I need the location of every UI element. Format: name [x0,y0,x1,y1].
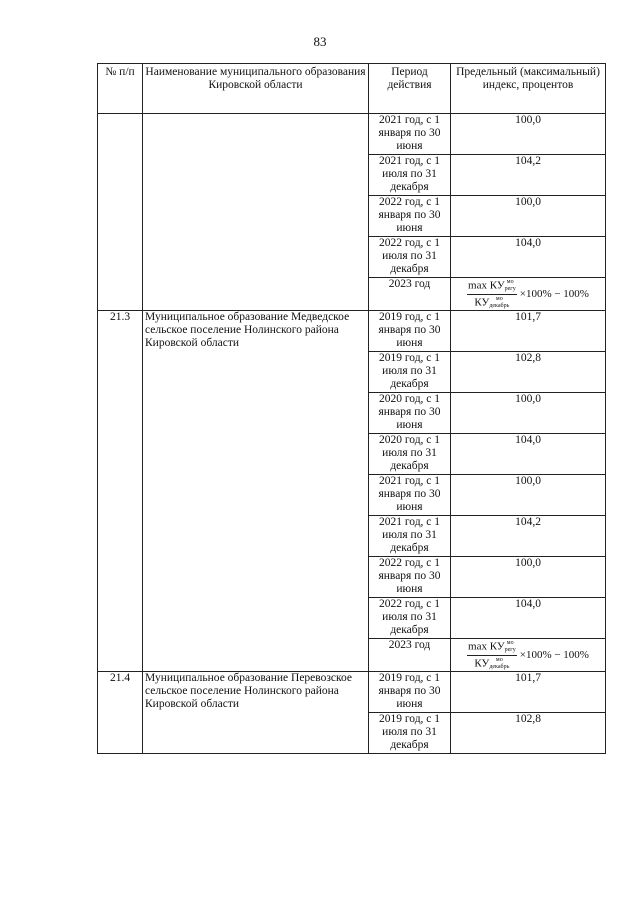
formula-fraction [467,279,517,310]
period-cell: 2022 год, с 1 января по 30 июня [369,196,451,237]
index-formula [467,279,589,310]
formula-numerator [467,640,517,656]
period-cell: 2023 год [369,278,451,311]
index-value: 104,0 [451,434,606,475]
formula-num-sup: мо [506,279,514,285]
formula-num-indices [505,640,516,654]
index-table [97,63,606,754]
table-row [98,311,606,352]
header-num: № п/п [98,64,143,114]
table-body [98,114,606,754]
formula-num-indices [505,279,516,293]
formula-denominator [474,295,509,310]
formula-fraction [467,640,517,671]
row-number: 21.4 [98,672,143,754]
index-value: 102,8 [451,352,606,393]
formula-num-text: max КУ [468,279,505,292]
index-value: 100,0 [451,557,606,598]
index-formula-cell [451,278,606,311]
formula-den-sup: мо [495,296,503,302]
formula-numerator [467,279,517,295]
period-cell: 2021 год, с 1 января по 30 июня [369,475,451,516]
formula-den-sub: декабрь [489,303,510,309]
municipality-name: Муниципальное образование Медведское сельское поселение Нолинского района Кировской области [143,311,369,672]
formula-num-sub: регу [504,647,516,653]
index-value: 100,0 [451,393,606,434]
municipality-name [143,114,369,311]
index-value: 100,0 [451,475,606,516]
period-cell: 2019 год, с 1 июля по 31 декабря [369,713,451,754]
index-formula-cell [451,639,606,672]
index-value: 104,2 [451,516,606,557]
period-cell: 2019 год, с 1 января по 30 июня [369,311,451,352]
formula-tail: ×100% − 100% [519,649,589,661]
formula-den-indices [489,657,509,671]
period-cell: 2022 год, с 1 января по 30 июня [369,557,451,598]
formula-tail: ×100% − 100% [519,288,589,300]
formula-den-indices [489,296,509,310]
index-formula [467,640,589,671]
period-cell: 2021 год, с 1 июля по 31 декабря [369,516,451,557]
index-value: 101,7 [451,672,606,713]
row-number: 21.3 [98,311,143,672]
header-period: Период действия [369,64,451,114]
formula-den-text: КУ [474,296,490,309]
formula-den-sup: мо [495,657,503,663]
formula-denominator [474,656,509,671]
index-value: 100,0 [451,114,606,155]
formula-num-sub: регу [504,286,516,292]
period-cell: 2023 год [369,639,451,672]
index-value: 100,0 [451,196,606,237]
index-value: 101,7 [451,311,606,352]
row-number [98,114,143,311]
header-name: Наименование муниципального образования Кировской области [143,64,369,114]
page-number: 83 [313,34,327,49]
period-cell: 2022 год, с 1 июля по 31 декабря [369,237,451,278]
period-cell: 2022 год, с 1 июля по 31 декабря [369,598,451,639]
index-value: 104,2 [451,155,606,196]
municipality-name: Муниципальное образование Перевозское сельское поселение Нолинского района Кировской области [143,672,369,754]
formula-num-text: max КУ [468,640,505,653]
table-header-row [98,64,606,114]
period-cell: 2019 год, с 1 июля по 31 декабря [369,352,451,393]
period-cell: 2019 год, с 1 января по 30 июня [369,672,451,713]
formula-den-text: КУ [474,657,490,670]
period-cell: 2020 год, с 1 января по 30 июня [369,393,451,434]
formula-num-sup: мо [506,640,514,646]
period-cell: 2020 год, с 1 июля по 31 декабря [369,434,451,475]
index-value: 104,0 [451,237,606,278]
table-row [98,672,606,713]
index-value: 102,8 [451,713,606,754]
header-index: Предельный (максимальный) индекс, процентов [451,64,606,114]
table-row [98,114,606,155]
period-cell: 2021 год, с 1 января по 30 июня [369,114,451,155]
formula-den-sub: декабрь [489,664,510,670]
index-value: 104,0 [451,598,606,639]
period-cell: 2021 год, с 1 июля по 31 декабря [369,155,451,196]
